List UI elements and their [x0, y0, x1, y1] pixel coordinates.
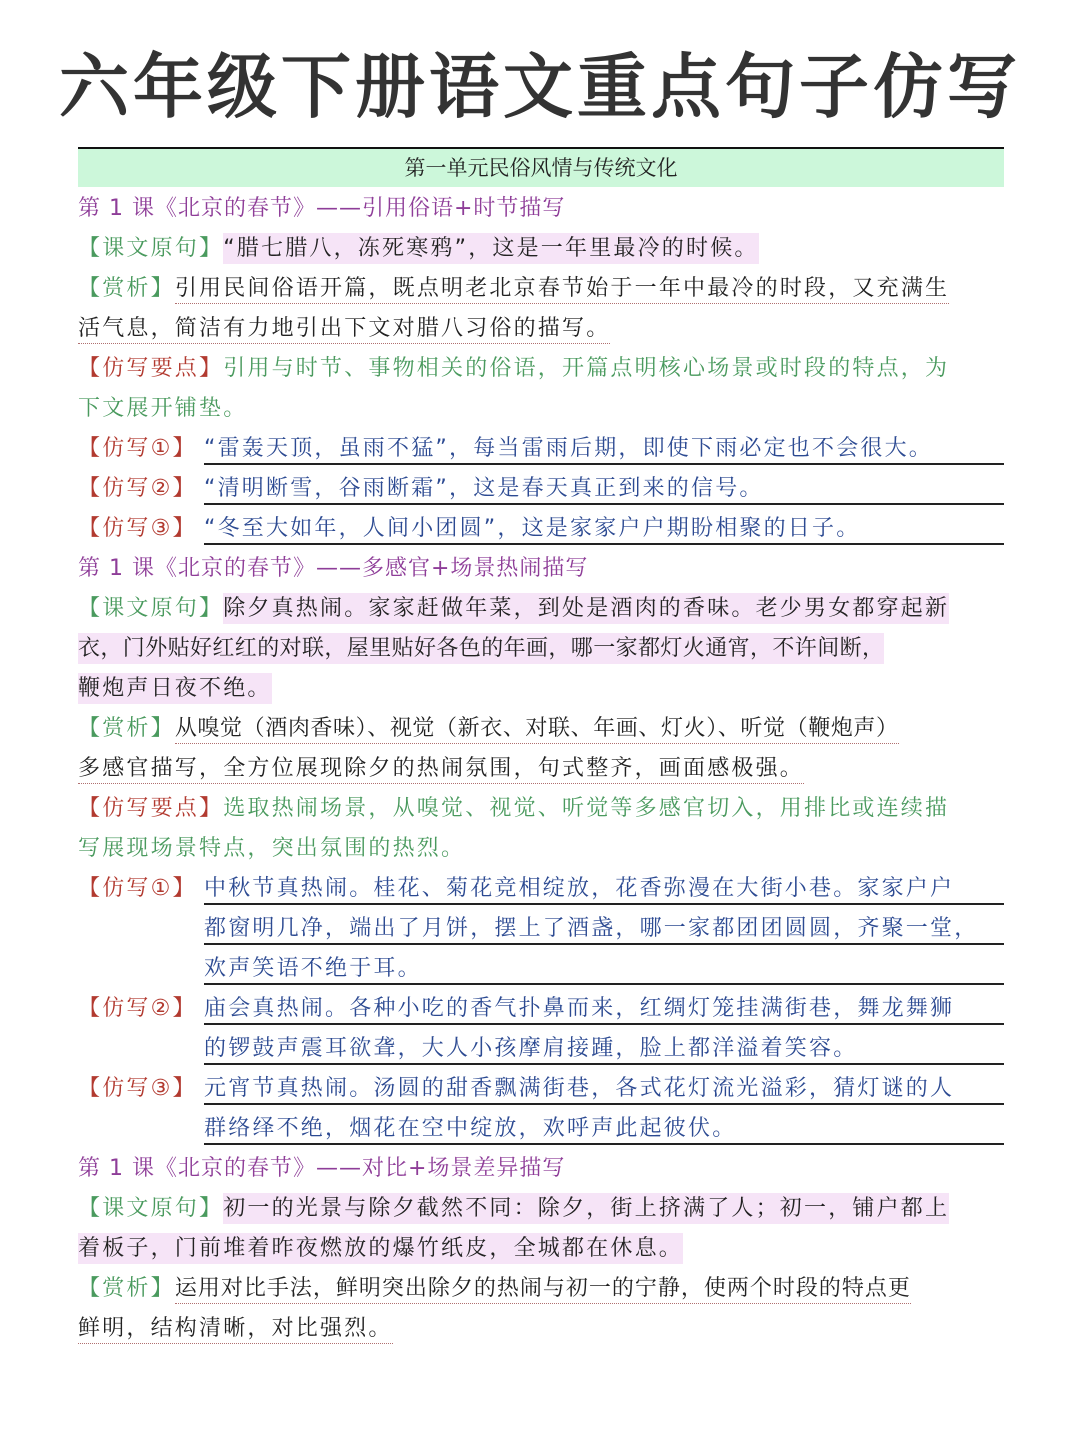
analysis-text: 鲜明，结构清晰，对比强烈。: [78, 1316, 393, 1344]
points-text-continued: 下文展开铺垫。: [78, 396, 248, 421]
imitation-label: 【仿写②】: [78, 996, 197, 1021]
analysis: [78, 1269, 1004, 1309]
original-text: “腊七腊八，冻死寒鸦”，这是一年里最冷的时候。: [223, 233, 758, 264]
analysis-continued: [78, 749, 1004, 789]
points-label: 【仿写要点】: [78, 356, 224, 381]
original-label: 【课文原句】: [78, 596, 224, 621]
points-text: 选取热闹场景，从嗅觉、视觉、听觉等多感官切入，用排比或连续描: [223, 796, 950, 821]
imitation-text: “清明断雪，谷雨断霜”，这是春天真正到来的信号。: [204, 469, 1004, 509]
imitation-text: 都窗明几净，端出了月饼，摆上了酒盏，哪一家都团团圆圆，齐聚一堂，: [204, 909, 1004, 949]
analysis-text: 活气息，简洁有力地引出下文对腊八习俗的描写。: [78, 316, 610, 344]
analysis-text: 引用民间俗语开篇，既点明老北京春节始于一年中最冷的时段，又充满生: [175, 276, 949, 304]
page-title: 六年级下册语文重点句子仿写: [59, 46, 1021, 128]
original-sentence: [78, 1189, 1004, 1229]
imitation-text: “雷轰天顶，虽雨不猛”，每当雷雨后期，即使下雨必定也不会很大。: [204, 429, 1004, 469]
lesson-heading: 第 1 课《北京的春节》——对比+场景差异描写: [78, 1156, 566, 1181]
section-3: [78, 1149, 1004, 1349]
analysis-text: 多感官描写，全方位展现除夕的热闹氛围，句式整齐，画面感极强。: [78, 756, 804, 784]
imitation-label: 【仿写①】: [78, 876, 197, 901]
analysis-continued: [78, 309, 1004, 349]
analysis: [78, 709, 1004, 749]
imitation-text: 群络绎不绝，烟花在空中绽放，欢呼声此起彼伏。: [204, 1109, 1004, 1149]
document-body: [78, 147, 1004, 1349]
points-text-continued: 写展现场景特点，突出氛围的热烈。: [78, 836, 466, 861]
analysis-label: 【赏析】: [78, 716, 175, 741]
original-text: 着板子，门前堆着昨夜燃放的爆竹纸皮，全城都在休息。: [78, 1233, 683, 1264]
analysis-text: 运用对比手法，鲜明突出除夕的热闹与初一的宁静，使两个时段的特点更: [175, 1276, 911, 1304]
original-text: 鞭炮声日夜不绝。: [78, 673, 272, 704]
lesson-heading: 第 1 课《北京的春节》——引用俗语+时节描写: [78, 196, 566, 221]
imitation-text: 元宵节真热闹。汤圆的甜香飘满街巷，各式花灯流光溢彩，猜灯谜的人: [204, 1069, 1004, 1109]
original-text: 衣，门外贴好红红的对联，屋里贴好各色的年画，哪一家都灯火通宵，不许间断，: [78, 633, 884, 664]
imitation-2: [78, 989, 1004, 1069]
original-label: 【课文原句】: [78, 236, 224, 261]
imitation-text: 庙会真热闹。各种小吃的香气扑鼻而来，红绸灯笼挂满街巷，舞龙舞狮: [204, 989, 1004, 1029]
imitation-1: [78, 869, 1004, 989]
original-continued: [78, 669, 1004, 709]
imitation-label: 【仿写③】: [78, 516, 197, 541]
original-sentence: [78, 589, 1004, 629]
points-label: 【仿写要点】: [78, 796, 224, 821]
imitation-label: 【仿写②】: [78, 476, 197, 501]
section-2: [78, 549, 1004, 1149]
imitation-text: 欢声笑语不绝于耳。: [204, 949, 1004, 989]
analysis-continued: [78, 1309, 1004, 1349]
points-text: 引用与时节、事物相关的俗语，开篇点明核心场景或时段的特点，为: [223, 356, 950, 381]
analysis-label: 【赏析】: [78, 1276, 175, 1301]
imitation-label: 【仿写①】: [78, 436, 197, 461]
imitation-3: [78, 1069, 1004, 1149]
unit-heading: 第一单元民俗风情与传统文化: [78, 147, 1004, 187]
imitation-label: 【仿写③】: [78, 1076, 197, 1101]
imitation-text: 中秋节真热闹。桂花、菊花竞相绽放，花香弥漫在大街小巷。家家户户: [204, 869, 1004, 909]
original-continued: [78, 1229, 1004, 1269]
analysis-label: 【赏析】: [78, 276, 175, 301]
section-1: [78, 189, 1004, 549]
original-continued: [78, 629, 1004, 669]
writing-points: [78, 789, 1004, 829]
analysis: [78, 269, 1004, 309]
original-text: 初一的光景与除夕截然不同：除夕，街上挤满了人；初一，铺户都上: [223, 1193, 949, 1224]
imitation-2: [78, 469, 1004, 509]
original-sentence: [78, 229, 1004, 269]
imitation-text: 的锣鼓声震耳欲聋，大人小孩摩肩接踵，脸上都洋溢着笑容。: [204, 1029, 1004, 1069]
original-label: 【课文原句】: [78, 1196, 224, 1221]
analysis-text: 从嗅觉（酒肉香味）、视觉（新衣、对联、年画、灯火）、听觉（鞭炮声）: [175, 716, 899, 744]
imitation-3: [78, 509, 1004, 549]
imitation-1: [78, 429, 1004, 469]
lesson-heading: 第 1 课《北京的春节》——多感官+场景热闹描写: [78, 556, 589, 581]
imitation-text: “冬至大如年，人间小团圆”，这是家家户户期盼相聚的日子。: [204, 509, 1004, 549]
original-text: 除夕真热闹。家家赶做年菜，到处是酒肉的香味。老少男女都穿起新: [223, 593, 949, 624]
writing-points: [78, 349, 1004, 389]
